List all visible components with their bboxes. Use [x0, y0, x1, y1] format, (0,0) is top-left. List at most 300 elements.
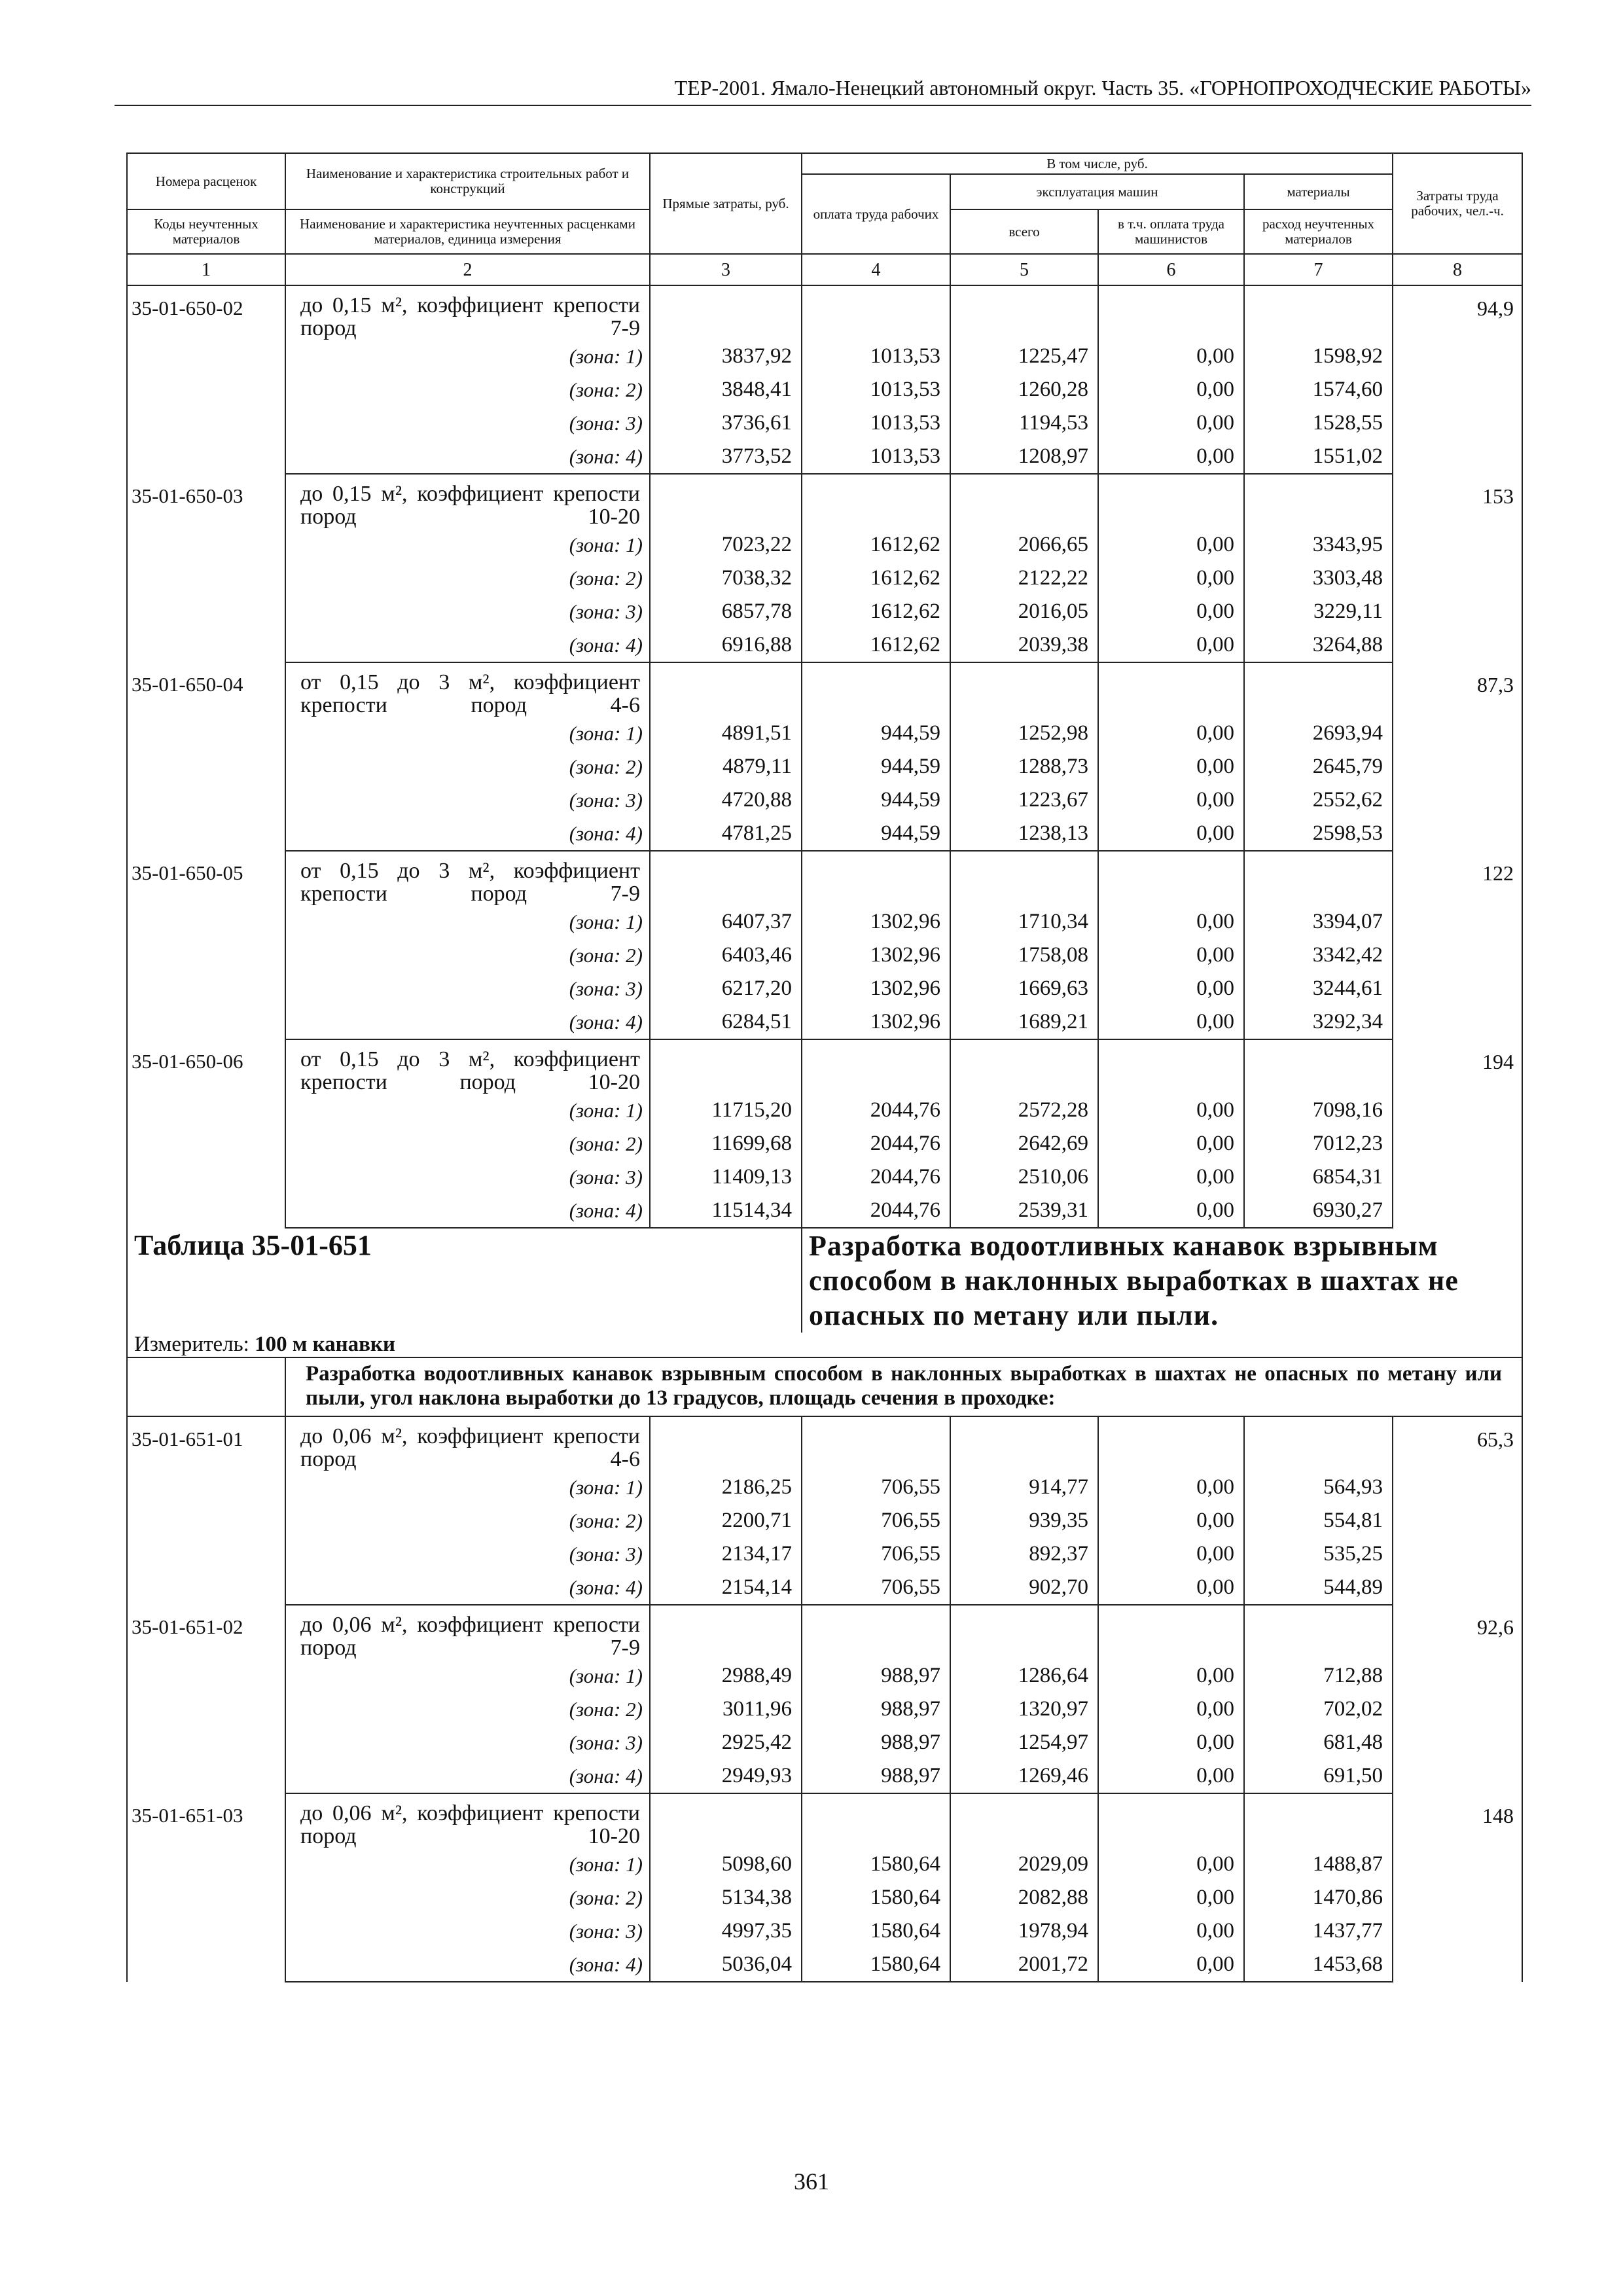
- empty-cell: [950, 285, 1098, 340]
- rate-code: 35-01-650-03: [127, 474, 285, 662]
- worker-pay: 2044,76: [802, 1127, 950, 1160]
- zone-row: [127, 1160, 1522, 1194]
- worker-pay: 1580,64: [802, 1914, 950, 1948]
- machine-total: 2001,72: [950, 1948, 1098, 1982]
- rate-description: до 0,06 м², коэффициент крепости пород 10-20: [300, 1801, 640, 1848]
- worker-pay: 1612,62: [802, 628, 950, 662]
- rate-code: 35-01-650-05: [127, 851, 285, 1039]
- direct-cost: 3848,41: [650, 373, 802, 406]
- materials-cost: 1528,55: [1244, 406, 1393, 440]
- zone-label: (зона: 2): [569, 1509, 643, 1532]
- machinist-pay: 0,00: [1098, 1194, 1244, 1228]
- zone-row: [127, 440, 1522, 474]
- direct-cost: 6403,46: [650, 939, 802, 972]
- direct-cost: 3736,61: [650, 406, 802, 440]
- col-number: 4: [802, 254, 950, 285]
- machine-total: 1252,98: [950, 717, 1098, 750]
- empty-cell: [1098, 285, 1244, 340]
- col-number: 3: [650, 254, 802, 285]
- materials-cost: 691,50: [1244, 1759, 1393, 1793]
- direct-cost: 2925,42: [650, 1726, 802, 1759]
- rate-code: 35-01-650-06: [127, 1039, 285, 1228]
- direct-cost: 3837,92: [650, 340, 802, 373]
- direct-cost: 3773,52: [650, 440, 802, 474]
- worker-pay: 1580,64: [802, 1948, 950, 1982]
- empty-cell: [1098, 662, 1244, 717]
- machinist-pay: 0,00: [1098, 750, 1244, 783]
- empty-cell: [802, 1605, 950, 1659]
- empty-cell: [1098, 1605, 1244, 1659]
- zone-label: (зона: 2): [569, 378, 643, 401]
- materials-cost: 3303,48: [1244, 562, 1393, 595]
- machine-total: 1978,94: [950, 1914, 1098, 1948]
- machine-total: 914,77: [950, 1471, 1098, 1504]
- rate-code: 35-01-650-02: [127, 285, 285, 474]
- empty-cell: [1244, 1039, 1393, 1094]
- zone-row: [127, 750, 1522, 783]
- worker-pay: 1612,62: [802, 528, 950, 562]
- zone-label: (зона: 1): [569, 1853, 643, 1876]
- running-header: ТЕР-2001. Ямало-Ненецкий автономный округ. Часть 35. «ГОРНОПРОХОДЧЕСКИЕ РАБОТЫ»: [115, 71, 1531, 106]
- machinist-pay: 0,00: [1098, 1693, 1244, 1726]
- zone-row: [127, 595, 1522, 628]
- direct-cost: 6284,51: [650, 1005, 802, 1039]
- direct-cost: 11715,20: [650, 1094, 802, 1127]
- rate-row: [127, 474, 1522, 528]
- machine-total: 1288,73: [950, 750, 1098, 783]
- rate-description: от 0,15 до 3 м², коэффициент крепости пород 10-20: [300, 1047, 640, 1094]
- rate-row: [127, 662, 1522, 717]
- materials-cost: 3394,07: [1244, 905, 1393, 939]
- machine-total: 1269,46: [950, 1759, 1098, 1793]
- zone-row: [127, 1659, 1522, 1693]
- table-name: Разработка водоотливных канавок взрывным способом в наклонных выработках в шахтах не опасных по метану или пыли.: [802, 1228, 1522, 1333]
- rate-description: до 0,15 м², коэффициент крепости пород 7-9: [300, 293, 640, 340]
- materials-cost: 1437,77: [1244, 1914, 1393, 1948]
- zone-label: (зона: 4): [285, 1759, 650, 1793]
- zone-row: [127, 783, 1522, 817]
- worker-pay: 1013,53: [802, 373, 950, 406]
- machine-total: 1238,13: [950, 817, 1098, 851]
- direct-cost: 2186,25: [650, 1471, 802, 1504]
- machinist-pay: 0,00: [1098, 1094, 1244, 1127]
- col-number: 6: [1098, 254, 1244, 285]
- worker-pay: 988,97: [802, 1659, 950, 1693]
- machinist-pay: 0,00: [1098, 1005, 1244, 1039]
- direct-cost: 11409,13: [650, 1160, 802, 1194]
- worker-pay: 1612,62: [802, 562, 950, 595]
- worker-pay: 988,97: [802, 1726, 950, 1759]
- direct-cost: 4720,88: [650, 783, 802, 817]
- zone-label: (зона: 1): [569, 1099, 643, 1122]
- zone-label: (зона: 4): [285, 1948, 650, 1982]
- machine-total: 2029,09: [950, 1848, 1098, 1881]
- zone-row: [127, 1504, 1522, 1537]
- machine-total: 1208,97: [950, 440, 1098, 474]
- materials-cost: 2693,94: [1244, 717, 1393, 750]
- table-header: [127, 153, 1522, 285]
- direct-cost: 5098,60: [650, 1848, 802, 1881]
- labor-cost: 153: [1393, 474, 1522, 662]
- direct-cost: 6217,20: [650, 972, 802, 1005]
- empty-cell: [1244, 1793, 1393, 1848]
- rates-group-651: [127, 1416, 1522, 1982]
- zone-label: (зона: 2): [569, 1698, 643, 1721]
- machine-total: 1223,67: [950, 783, 1098, 817]
- machinist-pay: 0,00: [1098, 1471, 1244, 1504]
- machinist-pay: 0,00: [1098, 1659, 1244, 1693]
- zone-row: [127, 717, 1522, 750]
- empty-cell: [1098, 1039, 1244, 1094]
- machine-total: 902,70: [950, 1571, 1098, 1605]
- zone-label: (зона: 4): [285, 1194, 650, 1228]
- rate-row: [127, 1039, 1522, 1094]
- machinist-pay: 0,00: [1098, 406, 1244, 440]
- machine-total: 1286,64: [950, 1659, 1098, 1693]
- machinist-pay: 0,00: [1098, 562, 1244, 595]
- zone-row: [127, 1571, 1522, 1605]
- worker-pay: 944,59: [802, 750, 950, 783]
- materials-header: материалы: [1244, 174, 1393, 209]
- zone-label: (зона: 2): [569, 944, 643, 967]
- zone-label: (зона: 1): [569, 722, 643, 745]
- direct-cost: 4879,11: [650, 750, 802, 783]
- direct-cost: 11514,34: [650, 1194, 802, 1228]
- col-number: 5: [950, 254, 1098, 285]
- machinist-pay: 0,00: [1098, 373, 1244, 406]
- worker-pay: 1580,64: [802, 1848, 950, 1881]
- zone-label: (зона: 1): [569, 1476, 643, 1499]
- materials-cost: 3244,61: [1244, 972, 1393, 1005]
- rates-group-650: [127, 285, 1522, 1228]
- materials-cost: 3292,34: [1244, 1005, 1393, 1039]
- empty-cell: [1244, 662, 1393, 717]
- zone-label: (зона: 2): [569, 755, 643, 778]
- direct-cost: 4781,25: [650, 817, 802, 851]
- zone-row: [127, 1948, 1522, 1982]
- zone-row: [127, 340, 1522, 373]
- worker-pay: 2044,76: [802, 1160, 950, 1194]
- machinist-pay: 0,00: [1098, 972, 1244, 1005]
- labor-cost: 87,3: [1393, 662, 1522, 851]
- rate-description: до 0,06 м², коэффициент крепости пород 4-6: [300, 1424, 640, 1471]
- direct-cost: 2949,93: [650, 1759, 802, 1793]
- machine-total: 1225,47: [950, 340, 1098, 373]
- machine-total: 2510,06: [950, 1160, 1098, 1194]
- empty-cell: [950, 1793, 1098, 1848]
- materials-cost: 7012,23: [1244, 1127, 1393, 1160]
- zone-label: (зона: 3): [569, 1543, 643, 1566]
- materials-cost: 1470,86: [1244, 1881, 1393, 1914]
- rate-row: [127, 1416, 1522, 1471]
- empty-cell: [1098, 851, 1244, 905]
- zone-label: (зона: 4): [285, 628, 650, 662]
- machinist-pay: 0,00: [1098, 340, 1244, 373]
- machinist-pay: 0,00: [1098, 440, 1244, 474]
- worker-pay: 1302,96: [802, 905, 950, 939]
- machinist-pay: 0,00: [1098, 717, 1244, 750]
- materials-cost: 2645,79: [1244, 750, 1393, 783]
- worker-pay: 706,55: [802, 1537, 950, 1571]
- machine-total: 1254,97: [950, 1726, 1098, 1759]
- machine-total: 2082,88: [950, 1881, 1098, 1914]
- empty-cell: [802, 285, 950, 340]
- labor-cost: 92,6: [1393, 1605, 1522, 1793]
- zone-label: (зона: 2): [569, 1886, 643, 1909]
- col1-top-header: Номера расценок: [127, 153, 285, 209]
- machine-total: 1194,53: [950, 406, 1098, 440]
- materials-cost: 681,48: [1244, 1726, 1393, 1759]
- zone-row: [127, 628, 1522, 662]
- col4-header: оплата труда рабочих: [802, 174, 950, 254]
- direct-cost: 4997,35: [650, 1914, 802, 1948]
- machinist-pay: 0,00: [1098, 528, 1244, 562]
- machine-total: 1689,21: [950, 1005, 1098, 1039]
- worker-pay: 706,55: [802, 1504, 950, 1537]
- direct-cost: 2200,71: [650, 1504, 802, 1537]
- zone-row: [127, 939, 1522, 972]
- zone-label: (зона: 4): [285, 817, 650, 851]
- machine-total: 2642,69: [950, 1127, 1098, 1160]
- machine-total: 1669,63: [950, 972, 1098, 1005]
- empty-cell: [950, 474, 1098, 528]
- empty-cell: [950, 851, 1098, 905]
- empty-cell: [802, 474, 950, 528]
- materials-cost: 2552,62: [1244, 783, 1393, 817]
- rate-row: [127, 1605, 1522, 1659]
- measure-label: Измеритель:: [134, 1333, 249, 1356]
- machinist-pay: 0,00: [1098, 1160, 1244, 1194]
- machinist-pay: 0,00: [1098, 1759, 1244, 1793]
- machinist-pay: 0,00: [1098, 1537, 1244, 1571]
- empty-cell: [1244, 1605, 1393, 1659]
- measure-line: [127, 1333, 1522, 1357]
- empty-cell: [950, 662, 1098, 717]
- rate-code: 35-01-650-04: [127, 662, 285, 851]
- zone-label: (зона: 2): [569, 1132, 643, 1155]
- empty-cell: [1098, 1416, 1244, 1471]
- table-651-heading: [127, 1228, 1522, 1416]
- col-number: 8: [1393, 254, 1522, 285]
- zone-label: (зона: 3): [569, 977, 643, 1000]
- zone-label: (зона: 4): [285, 440, 650, 474]
- empty-cell: [650, 851, 802, 905]
- materials-cost: 2598,53: [1244, 817, 1393, 851]
- machine-total: 2572,28: [950, 1094, 1098, 1127]
- empty-cell: [1244, 1416, 1393, 1471]
- zone-row: [127, 1537, 1522, 1571]
- machinist-pay: 0,00: [1098, 1571, 1244, 1605]
- col3-header: Прямые затраты, руб.: [650, 153, 802, 254]
- worker-pay: 706,55: [802, 1471, 950, 1504]
- zone-row: [127, 1848, 1522, 1881]
- labor-cost: 194: [1393, 1039, 1522, 1228]
- direct-cost: 2134,17: [650, 1537, 802, 1571]
- machinist-pay: 0,00: [1098, 595, 1244, 628]
- empty-cell: [650, 1605, 802, 1659]
- worker-pay: 1013,53: [802, 340, 950, 373]
- worker-pay: 706,55: [802, 1571, 950, 1605]
- direct-cost: 4891,51: [650, 717, 802, 750]
- worker-pay: 944,59: [802, 717, 950, 750]
- direct-cost: 11699,68: [650, 1127, 802, 1160]
- machinist-pay: 0,00: [1098, 1726, 1244, 1759]
- empty-cell: [950, 1605, 1098, 1659]
- machinist-pay: 0,00: [1098, 1881, 1244, 1914]
- materials-cost: 1488,87: [1244, 1848, 1393, 1881]
- machine-total: 2039,38: [950, 628, 1098, 662]
- materials-cost: 554,81: [1244, 1504, 1393, 1537]
- worker-pay: 944,59: [802, 817, 950, 851]
- machinist-pay: 0,00: [1098, 1127, 1244, 1160]
- direct-cost: 6916,88: [650, 628, 802, 662]
- materials-cost: 544,89: [1244, 1571, 1393, 1605]
- direct-cost: 2154,14: [650, 1571, 802, 1605]
- machine-total: 1260,28: [950, 373, 1098, 406]
- empty-cell: [802, 662, 950, 717]
- zone-row: [127, 905, 1522, 939]
- col-number: 7: [1244, 254, 1393, 285]
- zone-label: (зона: 3): [569, 1731, 643, 1754]
- zone-label: (зона: 1): [569, 533, 643, 556]
- direct-cost: 3011,96: [650, 1693, 802, 1726]
- col2-top-header: Наименование и характеристика строительных работ и конструкций: [285, 153, 650, 209]
- zone-row: [127, 1881, 1522, 1914]
- machinist-pay: 0,00: [1098, 905, 1244, 939]
- materials-cost: 3229,11: [1244, 595, 1393, 628]
- worker-pay: 1302,96: [802, 972, 950, 1005]
- rate-description: от 0,15 до 3 м², коэффициент крепости пород 7-9: [300, 859, 640, 906]
- zone-row: [127, 562, 1522, 595]
- section-heading: Разработка водоотливных канавок взрывным способом в наклонных выработках в шахтах не опасных по метану или пыли, угол наклона выработки до 13 градусов, площадь сечения в проходке:: [285, 1357, 1522, 1416]
- machine-total: 1710,34: [950, 905, 1098, 939]
- rate-code: 35-01-651-03: [127, 1793, 285, 1982]
- empty-cell: [650, 1039, 802, 1094]
- materials-cost: 3264,88: [1244, 628, 1393, 662]
- labor-cost: 65,3: [1393, 1416, 1522, 1605]
- materials-cost: 564,93: [1244, 1471, 1393, 1504]
- machine-total: 2016,05: [950, 595, 1098, 628]
- materials-cost: 1574,60: [1244, 373, 1393, 406]
- empty-cell: [1244, 474, 1393, 528]
- zone-label: (зона: 1): [569, 345, 643, 368]
- machine-total: 2066,65: [950, 528, 1098, 562]
- machine-total: 1320,97: [950, 1693, 1098, 1726]
- zone-row: [127, 528, 1522, 562]
- empty-cell: [950, 1416, 1098, 1471]
- zone-label: (зона: 1): [569, 910, 643, 933]
- labor-cost: 122: [1393, 851, 1522, 1039]
- worker-pay: 1302,96: [802, 1005, 950, 1039]
- zone-label: (зона: 2): [569, 567, 643, 590]
- empty-cell: [950, 1039, 1098, 1094]
- zone-label: (зона: 3): [569, 1920, 643, 1943]
- col-number: 1: [127, 254, 285, 285]
- worker-pay: 944,59: [802, 783, 950, 817]
- worker-pay: 1580,64: [802, 1881, 950, 1914]
- zone-row: [127, 1127, 1522, 1160]
- rate-row: [127, 851, 1522, 905]
- direct-cost: 6857,78: [650, 595, 802, 628]
- empty-cell: [650, 1793, 802, 1848]
- machine-total: 939,35: [950, 1504, 1098, 1537]
- rate-description: до 0,06 м², коэффициент крепости пород 7-9: [300, 1613, 640, 1660]
- empty-cell: [802, 1416, 950, 1471]
- page-number: 361: [794, 2168, 829, 2195]
- rate-description: от 0,15 до 3 м², коэффициент крепости пород 4-6: [300, 670, 640, 717]
- zone-row: [127, 1005, 1522, 1039]
- worker-pay: 1612,62: [802, 595, 950, 628]
- worker-pay: 988,97: [802, 1759, 950, 1793]
- labor-cost: 94,9: [1393, 285, 1522, 474]
- worker-pay: 1013,53: [802, 406, 950, 440]
- zone-row: [127, 1471, 1522, 1504]
- machinist-pay: 0,00: [1098, 817, 1244, 851]
- rate-description: до 0,15 м², коэффициент крепости пород 10-20: [300, 482, 640, 529]
- labor-cost: 148: [1393, 1793, 1522, 1982]
- materials-cost: 712,88: [1244, 1659, 1393, 1693]
- zone-row: [127, 406, 1522, 440]
- empty-cell: [1098, 474, 1244, 528]
- empty-cell: [650, 662, 802, 717]
- machinist-pay: 0,00: [1098, 1848, 1244, 1881]
- empty-cell: [1098, 1793, 1244, 1848]
- zone-row: [127, 1693, 1522, 1726]
- empty-cell: [802, 851, 950, 905]
- incl-header: В том числе, руб.: [802, 153, 1393, 174]
- machine-total: 2122,22: [950, 562, 1098, 595]
- zone-row: [127, 1726, 1522, 1759]
- machine-total: 2539,31: [950, 1194, 1098, 1228]
- zone-label: (зона: 4): [285, 1005, 650, 1039]
- machine-total: 1758,08: [950, 939, 1098, 972]
- zone-label: (зона: 3): [569, 412, 643, 435]
- machine-total: 892,37: [950, 1537, 1098, 1571]
- materials-cost: 1453,68: [1244, 1948, 1393, 1982]
- zone-row: [127, 1094, 1522, 1127]
- rate-row: [127, 1793, 1522, 1848]
- machines-header: эксплуатация машин: [950, 174, 1244, 209]
- materials-cost: 7098,16: [1244, 1094, 1393, 1127]
- rate-code: 35-01-651-01: [127, 1416, 285, 1605]
- zone-row: [127, 1914, 1522, 1948]
- col5-header: всего: [950, 209, 1098, 254]
- zone-row: [127, 817, 1522, 851]
- rate-row: [127, 285, 1522, 340]
- materials-cost: 702,02: [1244, 1693, 1393, 1726]
- machinist-pay: 0,00: [1098, 628, 1244, 662]
- direct-cost: 7038,32: [650, 562, 802, 595]
- machinist-pay: 0,00: [1098, 783, 1244, 817]
- zone-row: [127, 373, 1522, 406]
- worker-pay: 1013,53: [802, 440, 950, 474]
- rates-table: [126, 152, 1523, 1982]
- direct-cost: 5036,04: [650, 1948, 802, 1982]
- direct-cost: 7023,22: [650, 528, 802, 562]
- col7-header: расход неучтенных материалов: [1244, 209, 1393, 254]
- empty-cell: [650, 285, 802, 340]
- worker-pay: 988,97: [802, 1693, 950, 1726]
- worker-pay: 2044,76: [802, 1094, 950, 1127]
- materials-cost: 6930,27: [1244, 1194, 1393, 1228]
- col6-header: в т.ч. оплата труда машинистов: [1098, 209, 1244, 254]
- zone-row: [127, 972, 1522, 1005]
- zone-label: (зона: 1): [569, 1664, 643, 1687]
- machinist-pay: 0,00: [1098, 939, 1244, 972]
- zone-row: [127, 1194, 1522, 1228]
- materials-cost: 1551,02: [1244, 440, 1393, 474]
- empty-cell: [1244, 285, 1393, 340]
